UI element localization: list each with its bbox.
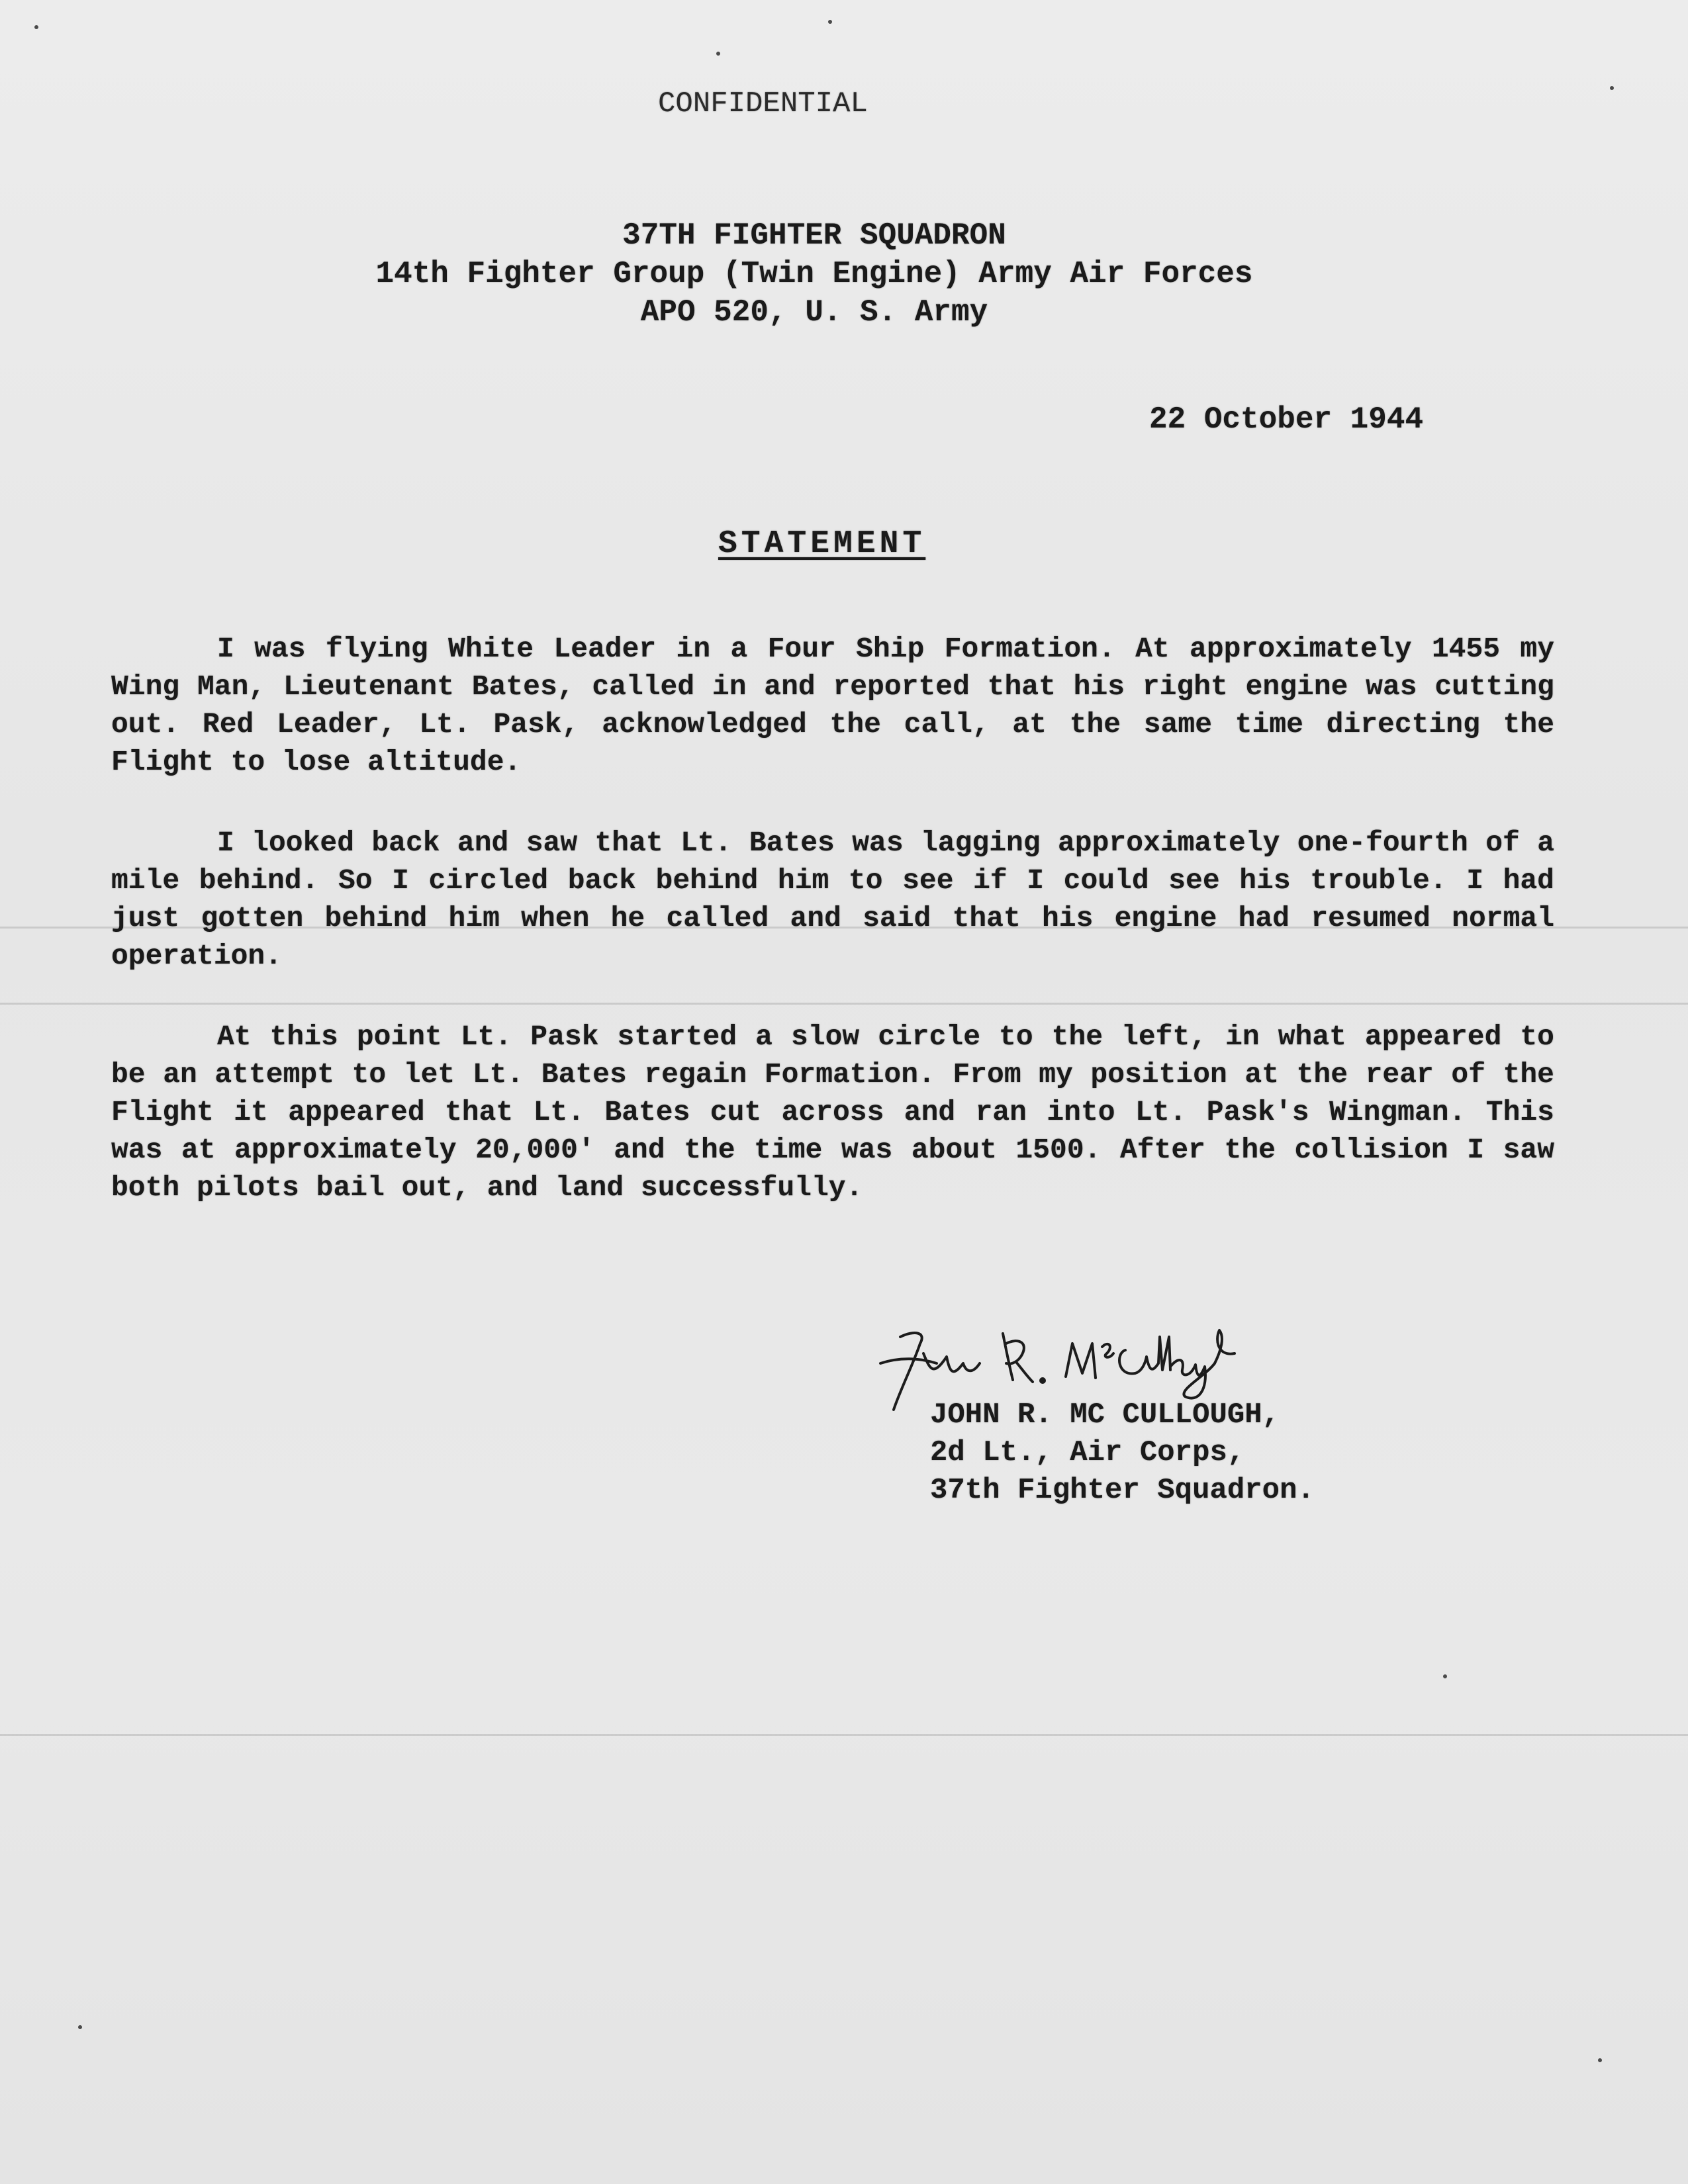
signature-block <box>930 1396 1315 1510</box>
paper-speck <box>78 2025 82 2029</box>
document-title: STATEMENT <box>718 526 926 562</box>
paper-speck <box>1610 86 1614 90</box>
fold-line <box>0 1003 1688 1005</box>
statement-paragraph-1: I was flying White Leader in a Four Ship Formation. At approximately 1455 my Wing Man, Lieutenant Bates, called in and reported that his right engine was cutting out. Red Leader, Lt. Pask, acknowledged the call, at the same time directing the Flight to lose altitude. <box>111 633 1554 778</box>
signatory-name: JOHN R. MC CULLOUGH, <box>930 1398 1280 1432</box>
statement-paragraph-3: At this point Lt. Pask started a slow circle to the left, in what appeared to be an attempt to let Lt. Bates regain Formation. From my position at the rear of the Flight it appeared that Lt. Bates cut across and ran into Lt. Pask's Wingman. This was at approximately 20,000' and the time was about 1500. After the collision I saw both pilots bail out, and land successfully. <box>111 1021 1554 1204</box>
header-group: 14th Fighter Group (Twin Engine) Army Air Forces <box>375 257 1253 291</box>
header-squadron: 37TH FIGHTER SQUADRON <box>622 218 1006 253</box>
paper-speck <box>828 20 832 24</box>
paper-speck <box>716 52 720 56</box>
paper-speck <box>34 25 38 29</box>
header-apo: APO 520, U. S. Army <box>640 295 988 330</box>
signatory-rank: 2d Lt., Air Corps, <box>930 1436 1245 1469</box>
paper-speck <box>1598 2058 1602 2062</box>
document-date: 22 October 1944 <box>1149 402 1424 437</box>
fold-line <box>0 1734 1688 1736</box>
statement-paragraph-2: I looked back and saw that Lt. Bates was lagging approximately one-fourth of a mile behind. So I circled back behind him to see if I could see his trouble. I had just gotten behind him when he called and said that his engine had resumed normal operation. <box>111 827 1554 972</box>
signatory-unit: 37th Fighter Squadron. <box>930 1474 1315 1507</box>
classification-marking: CONFIDENTIAL <box>658 87 868 120</box>
paper-speck <box>1443 1674 1447 1678</box>
